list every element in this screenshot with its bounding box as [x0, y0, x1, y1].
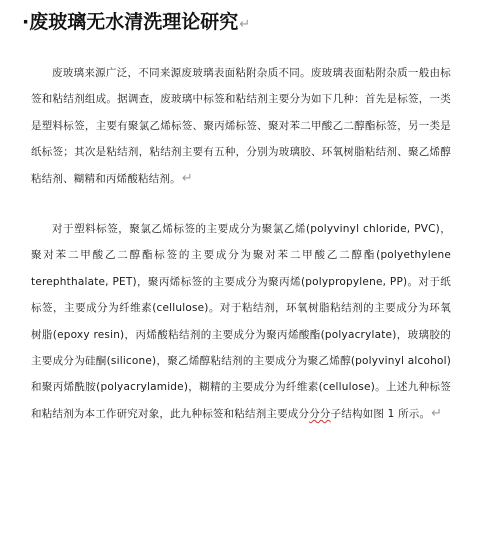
paragraph-mark-icon: ↵: [239, 17, 251, 32]
spellcheck-flagged-word[interactable]: 分分: [309, 407, 331, 420]
paragraph-mark-icon: ↵: [431, 405, 443, 421]
paragraph-1-text: 废玻璃来源广泛，不同来源废玻璃表面粘附杂质不同。废玻璃表面粘附杂质一般由标签和粘结剂组成。据调查，废玻璃中标签和粘结剂主要分为如下几种：首先是标签，一类是塑料标签，主要有聚氯乙烯标签、聚丙烯标签、聚对苯二甲酸乙二醇酯标签，另一类是纸标签；其次是粘结剂，粘结剂主要有五种，分别为玻璃胶、环氧树脂粘结剂、聚乙烯醇粘结剂、糊精和丙烯酸粘结剂。: [31, 67, 451, 185]
heading-text: ·废玻璃无水清洗理论研究: [22, 11, 239, 33]
body-paragraph-1[interactable]: [31, 60, 451, 192]
paragraph-mark-icon: ↵: [181, 170, 193, 186]
paragraph-2-tail: 子结构如图 1 所示。: [330, 407, 431, 420]
paragraph-2-text: 对于塑料标签，聚氯乙烯标签的主要成分为聚氯乙烯(polyvinyl chloride, PVC)，聚对苯二甲酸乙二醇酯标签的主要成分为聚对苯二甲酸乙二醇酯(polyethylene terephthalate, PET)，聚丙烯标签的主要成分为聚丙烯(polypropylene, PP)。对于纸标签，主要成分为纤维素(cellulose)。对于粘结剂，环氧树脂粘结剂的主要成分为环氧树脂(epoxy resin)，丙烯酸粘结剂的主要成分为聚丙烯酸酯(polyacrylate)，玻璃胶的主要成分为硅酮(silicone)，聚乙烯醇粘结剂的主要成分为聚乙烯醇(polyvinyl alcohol)和聚丙烯酰胺(polyacrylamide)，糊精的主要成分为纤维素(cellulose)。上述九种标签和粘结剂为本工作研究对象，此九种标签和粘结剂主要成分: [31, 223, 451, 420]
body-paragraph-2[interactable]: [31, 216, 451, 427]
section-heading[interactable]: [22, 8, 250, 39]
